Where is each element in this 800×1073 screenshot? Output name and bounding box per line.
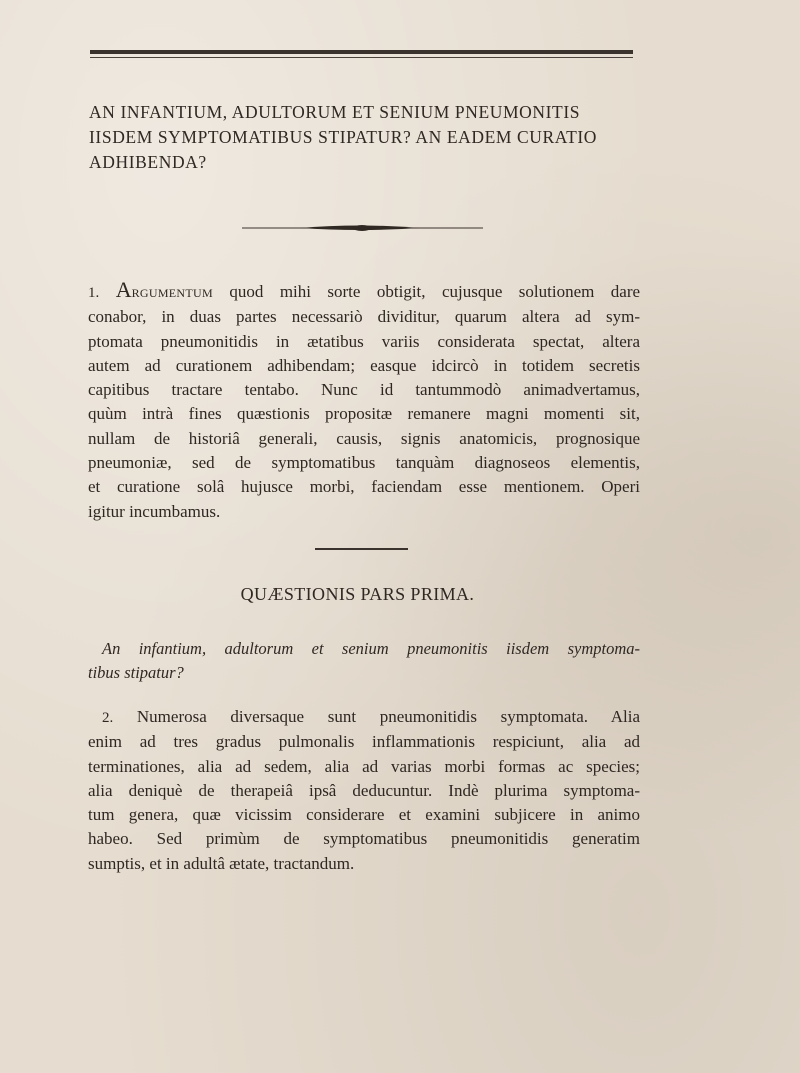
paragraph-line: tum genera, quæ vicissim considerare et examini subjicere in animo <box>88 805 640 825</box>
paragraph-line <box>88 278 640 305</box>
paragraph-line: sumptis, et in adultâ ætate, tractandum. <box>88 853 355 873</box>
paragraph-1 <box>88 278 640 524</box>
paragraph-2 <box>88 705 640 876</box>
question-italic <box>88 637 640 685</box>
header-double-rule <box>90 50 633 54</box>
paragraph-line: habeo. Sed primùm de symptomatibus pneumonitidis generatim <box>88 829 640 849</box>
section-rule <box>315 548 408 550</box>
question-line: An infantium, adultorum et senium pneumonitis iisdem symptoma- <box>102 639 640 658</box>
paragraph-line: capitibus tractare tentabo. Nunc id tantummodò animadvertamus, <box>88 380 640 400</box>
paragraph-line: igitur incumbamus. <box>88 501 221 521</box>
paragraph-line: conabor, in duas partes necessariò dividitur, quarum altera ad sym- <box>88 307 640 327</box>
paragraph-line: ptomata pneumonitidis in ætatibus variis considerata spectat, altera <box>88 331 640 351</box>
paragraph-line: et curatione solâ hujusce morbi, faciendam esse mentionem. Operi <box>88 477 640 497</box>
drop-initial: A <box>115 277 132 302</box>
paragraph-line: autem ad curationem adhibendam; easque idcircò in totidem secretis <box>88 355 640 375</box>
paragraph-number: 1. <box>88 285 100 301</box>
paragraph-line: alia deniquè de therapeiâ ipsâ deducuntur. Indè plurima symptoma- <box>88 780 640 800</box>
paragraph-line: terminationes, alia ad sedem, alia ad varias morbi formas ac species; <box>88 756 640 776</box>
section-heading: QUÆSTIONIS PARS PRIMA. <box>240 584 475 604</box>
paragraph-line: pneumoniæ, sed de symptomatibus tanquàm diagnoseos elementis, <box>88 453 640 473</box>
smallcaps-word: rgumentum <box>131 282 213 301</box>
header-thin-rule <box>90 57 633 58</box>
paragraph-line-text: Numerosa diversaque sunt pneumonitidis symptomata. Alia <box>136 707 640 726</box>
paragraph-line: quùm intrà fines quæstionis propositæ remanere magni momenti sit, <box>88 404 640 424</box>
paragraph-number: 2. <box>102 710 114 726</box>
paragraph-line-text: quod mihi sorte obtigit, cujusque solutionem dare <box>229 282 641 301</box>
question-line: tibus stipatur? <box>88 663 184 682</box>
title-line: IISDEM SYMPTOMATIBUS STIPATUR? AN EADEM CURATIO <box>89 127 598 147</box>
ornamental-divider <box>240 220 485 234</box>
title-line: ADHIBENDA? <box>89 152 207 172</box>
paragraph-line: nullam de historiâ generali, causis, signis anatomicis, prognosique <box>88 428 640 448</box>
paragraph-line <box>88 705 640 730</box>
title-line: AN INFANTIUM, ADULTORUM ET SENIUM PNEUMONITIS <box>89 102 581 122</box>
page-title <box>89 100 649 175</box>
paragraph-line: enim ad tres gradus pulmonalis inflammationis respiciunt, alia ad <box>88 732 640 752</box>
